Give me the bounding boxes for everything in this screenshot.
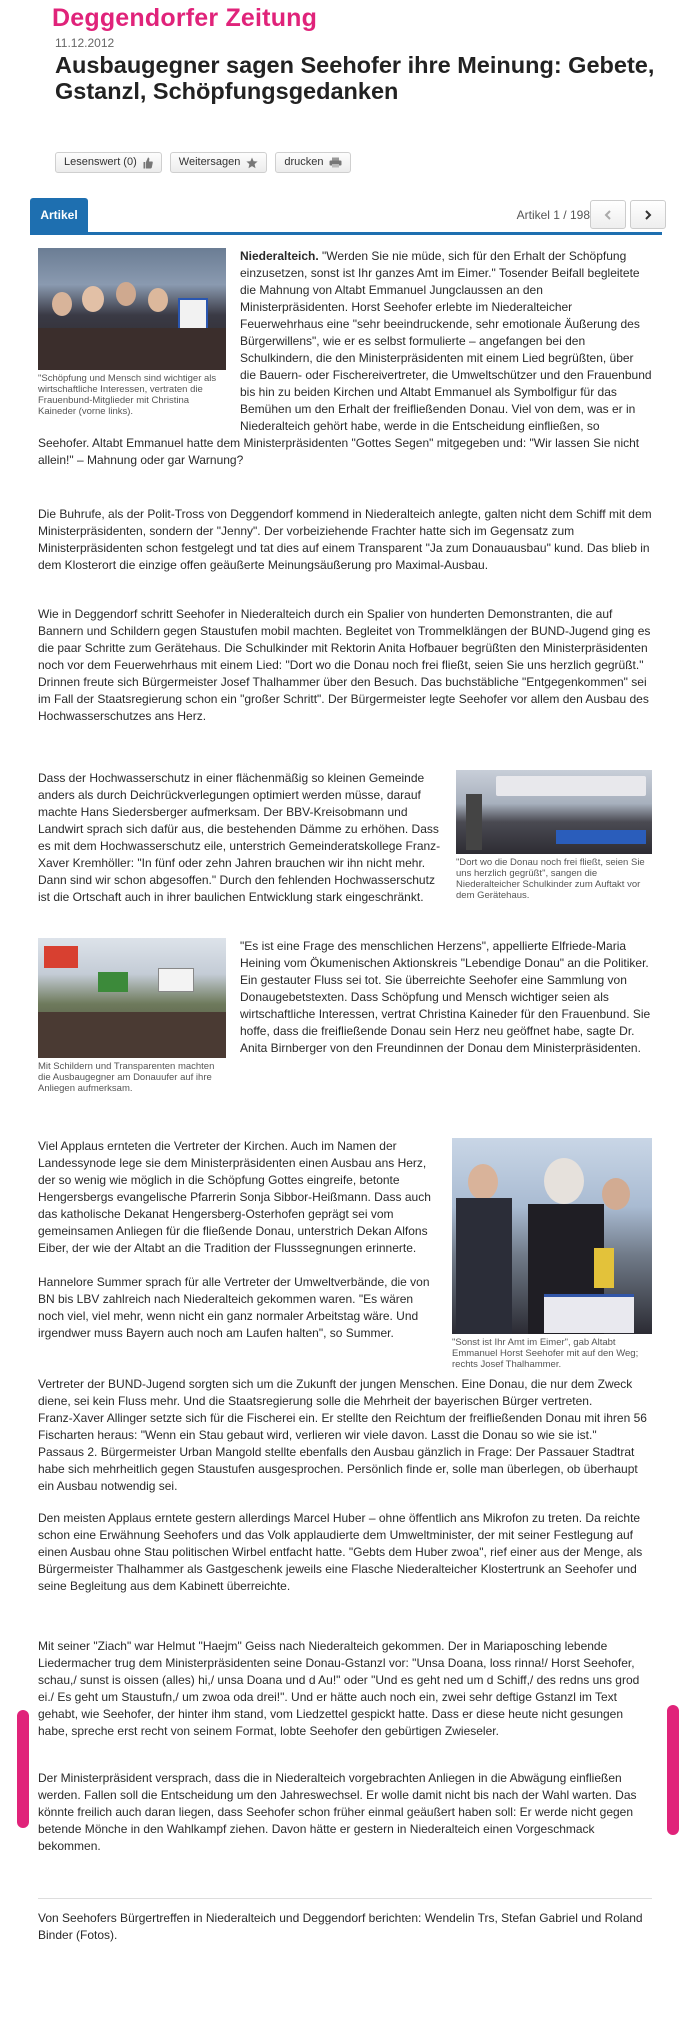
article-tabbar xyxy=(30,198,662,235)
prev-article-button[interactable] xyxy=(590,200,626,229)
article-actions xyxy=(55,152,351,173)
photo-schilder[interactable] xyxy=(38,938,226,1094)
brand-logo[interactable]: Deggendorfer Zeitung xyxy=(52,4,318,32)
article-paragraph-8: Vertreter der BUND-Jugend sorgten sich um die Zukunft der jungen Menschen. Eine Donau, die nur dem Zweck diene, sei kein Fluss mehr. Und die Staatsregierung solle die Mehrheit der bayerischen Bürger vertreten. xyxy=(38,1377,633,1408)
drucken-button[interactable] xyxy=(275,152,351,173)
lesenswert-label: Lesenswert (0) xyxy=(64,156,137,168)
photo-altabt-caption: "Sonst ist Ihr Amt im Eimer", gab Altabt Emmanuel Horst Seehofer mit auf den Weg; rechts Josef Thalhammer. xyxy=(452,1337,639,1370)
photo-schulkinder[interactable] xyxy=(456,770,652,901)
article-paragraph xyxy=(38,770,652,906)
drucken-label: drucken xyxy=(284,156,324,168)
weitersagen-label: Weitersagen xyxy=(178,156,241,168)
photo-altabt-image xyxy=(452,1138,652,1334)
article-paragraph-7: Hannelore Summer sprach für alle Vertreter der Umweltverbände, die von BN bis LBV zahlreich nach Niederalteich gekommen waren. "Es wären noch viel, viel mehr, wenn nicht ein ganz normaler Arbeitstag wäre. Und irgendwer muss Bayern auch noch am Laufen halten", so Summer. xyxy=(38,1275,430,1340)
article-paragraph-4: Dass der Hochwasserschutz in einer flächenmäßig so kleinen Gemeinde anders als durch Deichrückverlegungen optimiert werden müsse, darauf machte Hans Siedersberger aufmerksam. Der BBV-Kreisobmann und Landwirt sprach sich dafür aus, die bestehenden Dämme zu erhöhen. Dass es mit dem Hochwasserschutz eile, unterstrich Gemeinderatskollege Franz-Xaver Kremhöller: "In fünf oder zehn Jahren brauchen wir ihn nicht mehr. Dann sind wir schon abgesoffen." Durch den fehlenden Hochwasserschutz ist die Ortschaft auch in ihrer baulichen Entwicklung stark eingeschränkt. xyxy=(38,771,441,904)
chevron-left-icon xyxy=(604,210,612,220)
article-counter: Artikel 1 / 198 xyxy=(516,208,590,222)
photo-schulkinder-image xyxy=(456,770,652,854)
lesenswert-button[interactable] xyxy=(55,152,162,173)
article-paragraph-2: Die Buhrufe, als der Polit-Tross von Deggendorf kommend in Niederalteich anlegte, galten nicht dem Schiff mit dem Ministerpräsidenten, sondern der "Jenny". Der vorbeiziehende Frachter hatte sich im Gegensatz zum Ministerpräsidenten schon festgelegt und tat dies auf einem Transparent "Ja zum Donauausbau" kund. Das blieb in dem Klosterort die einzige offen geäußerte Meinungsäußerung pro Maximal-Ausbau. xyxy=(38,507,652,572)
printer-icon xyxy=(329,157,342,168)
photo-schilder-caption: Mit Schildern und Transparenten machten die Ausbaugegner am Donauufer auf ihre Anliegen aufmerksam. xyxy=(38,1061,215,1094)
article-paragraph-11: Den meisten Applaus erntete gestern allerdings Marcel Huber – ohne öffentlich ans Mikrofon zu treten. Da reichte schon eine Erwähnung Seehofers und das Volk applaudierte dem Umweltminister, der mit seiner Festlegung auf einen Ausbau ohne Stau politischen Wirbel entfacht hatte. "Gebts dem Huber zwoa", rief einer aus der Menge, als Bürgermeister Thalhammer als Gastgeschenk jeweils eine Flasche Niederalteicher Klostertrunk an Seehofer und seine Begleitung aus dem Kabinett überreichte. xyxy=(38,1511,643,1593)
star-icon xyxy=(246,157,258,169)
tab-artikel[interactable]: Artikel xyxy=(30,198,88,232)
highlight-marker-left xyxy=(17,1710,29,1828)
photo-schulkinder-caption: "Dort wo die Donau noch frei fließt, seien Sie uns herzlich gegrüßt", sangen die Niederalteicher Schulkinder zum Auftakt vor dem Gerätehaus. xyxy=(456,857,645,901)
article-paragraph-9: Franz-Xaver Allinger setzte sich für die Fischerei ein. Er stellte den Reichtum der freifließenden Donau mit ihren 56 Fischarten heraus: "Wenn ein Stau gebaut wird, verlieren wir viele davon. Lasst die Donau so wie sie ist." xyxy=(38,1411,647,1442)
photo-frauenbund-caption: "Schöpfung und Mensch sind wichtiger als wirtschaftliche Interessen, vertraten die Frauenbund-Mitglieder mit Christina Kaineder (vorne links). xyxy=(38,373,217,417)
weitersagen-button[interactable] xyxy=(170,152,268,173)
article-credit: Von Seehofers Bürgertreffen in Niederalteich und Deggendorf berichten: Wendelin Trs, Stefan Gabriel und Roland Binder (Fotos). xyxy=(38,1911,643,1942)
article-paragraph-10: Passaus 2. Bürgermeister Urban Mangold stellte ebenfalls den Ausbau gänzlich in Frage: Der Passauer Stadtrat habe sich mehrheitlich gegen Staustufen ausgesprochen. Persönlich finde er, solle man überlegen, ob überhaupt ein Ausbau notwendig sei. xyxy=(38,1445,638,1493)
next-article-button[interactable] xyxy=(630,200,666,229)
article-headline: Ausbaugegner sagen Seehofer ihre Meinung: Gebete, Gstanzl, Schöpfungsgedanken xyxy=(55,52,655,104)
article-date: 11.12.2012 xyxy=(55,36,115,50)
article-paragraph xyxy=(38,1138,652,1374)
article-paragraph-5: "Es ist eine Frage des menschlichen Herzens", appellierte Elfriede-Maria Heining vom Ökumenischen Aktionskreis "Lebendige Donau" an die Politiker. Ein gestauter Fluss sei tot. Sie überreichte Seehofer eine Sammlung von Donaugebetstexten. Dass Schöpfung und Mensch wichtiger seien als wirtschaftliche Interessen, vertrat Christina Kaineder für den Frauenbund. Sie hoffe, dass die freifließende Donau sein Herz neu geöffnet habe, sagte Dr. Anita Birnberger von den Freundinnen der Donau dem Ministerpräsidenten. xyxy=(240,939,651,1055)
article-paragraph-1: "Werden Sie nie müde, sich für den Erhalt der Schöpfung einzusetzen, sonst ist Ihr ganzes Amt im Eimer." Tosender Beifall begleitete die Mahnung von Altabt Emmanuel Jungclaussen an den Ministerpräsidenten. Horst Seehofer erlebte im Niederalteicher Feuerwehrhaus eine "sehr beeindruckende, sehr emotionale Äußerung des Bürgerwillens", wie er es selbst formulierte – angefangen bei den Schulkindern, die den Ministerpräsidenten mit einem Lied begrüßten, über die Bauern- oder Fischereivertreter, die Umweltschützer und den Frauenbund bis hin zu beiden Kirchen und Altabt Emmanuel als Symbolfigur für das Bemühen um den Erhalt der freifließenden Donau. Viel von dem, was er in Niederalteich gehört habe, werde in die Entscheidung einfließen, so Seehofer. Altabt Emmanuel hatte dem Ministerpräsidenten "Gottes Segen" mitgegeben und: "Wir lassen Sie nicht allein!" – Mahnung oder gar Warnung? xyxy=(38,249,652,467)
highlight-marker-right xyxy=(667,1705,679,1835)
article-dateline: Niederalteich. xyxy=(240,249,319,263)
article-paragraph-6: Viel Applaus ernteten die Vertreter der Kirchen. Auch im Namen der Landessynode lege sie dem Ministerpräsidenten einen Ausbau ans Herz, der so wenig wie möglich in die Schöpfung Gottes eingreife, betonte Hengersbergs evangelische Pfarrerin Sonja Sibbor-Heißmann. Dass auch das katholische Dekanat Hengersberg-Osterhofen geprägt sei vom gemeinsamen Anliegen für die fließende Donau, unterstrich Dekan Alfons Eiber, der wie der Altabt an die Tradition der Flusssegnungen erinnerte. xyxy=(38,1139,431,1255)
photo-frauenbund[interactable] xyxy=(38,248,226,417)
divider xyxy=(38,1898,652,1899)
photo-altabt[interactable] xyxy=(452,1138,652,1370)
article-paragraph-13: Der Ministerpräsident versprach, dass die in Niederalteich vorgebrachten Anliegen in die Abwägung einfließen werden. Fallen soll die Entscheidung um den Jahreswechsel. Er wolle damit nicht bis nach der Wahl warten. Das könnte freilich auch daran liegen, dass Seehofer schon früher einmal geäußert haben soll: Er werde nicht gegen betende Mönche in den Wahlkampf ziehen. Davon hätte er gestern in Niederalteich einen Vorgeschmack bekommen. xyxy=(38,1771,637,1853)
photo-schilder-image xyxy=(38,938,226,1058)
article-paragraph xyxy=(38,938,652,1096)
article-paragraph xyxy=(38,248,652,469)
article-paragraph-12: Mit seiner "Ziach" war Helmut "Haejm" Geiss nach Niederalteich gekommen. Der in Mariaposching lebende Liedermacher trug dem Ministerpräsidenten seine Donau-Gstanzl vor: "Unsa Doana, loss rinna!/ Horst Seehofer, schau,/ sunst is oissen (alles) hi,/ unsa Doana und d Au!" oder "Und es geht ned um d Schiff,/ des redns uns grod ei./ Es geht um Staustufn,/ um zwoa oda drei!". Und er hätte auch noch ein, zwei sehr deftige Gstanzl im Text gehabt, wie Seehofer, der hinter ihm stand, vom Liedzettel gespickt hatte. Dass er diese heute nicht gesungen habe, spreche erst recht von seinem Format, lobte Seehofer den gebürtigen Zwieseler. xyxy=(38,1639,640,1738)
photo-frauenbund-image xyxy=(38,248,226,370)
article-paragraph-3: Wie in Deggendorf schritt Seehofer in Niederalteich durch ein Spalier von hunderten Demonstranten, die auf Bannern und Schildern gegen Staustufen mobil machten. Begleitet von Trommelklängen der BUND-Jugend ging es die paar Schritte zum Gerätehaus. Die Schulkinder mit Rektorin Anita Hofbauer begrüßten den Ministerpräsidenten noch vor dem Feuerwehrhaus mit einem Lied: "Dort wo die Donau noch frei fließt, seien Sie uns herzlich gegrüßt." Drinnen freute sich Bürgermeister Josef Thalhammer über den Besuch. Das buchstäbliche "Entgegenkommen" sei im Fall der Staatsregierung schon ein "großer Schritt". Der Bürgermeister legte Seehofer vor allem den Ausbau des Hochwasserschutzes ans Herz. xyxy=(38,607,651,723)
chevron-right-icon xyxy=(644,210,652,220)
thumb-up-icon xyxy=(143,157,153,169)
